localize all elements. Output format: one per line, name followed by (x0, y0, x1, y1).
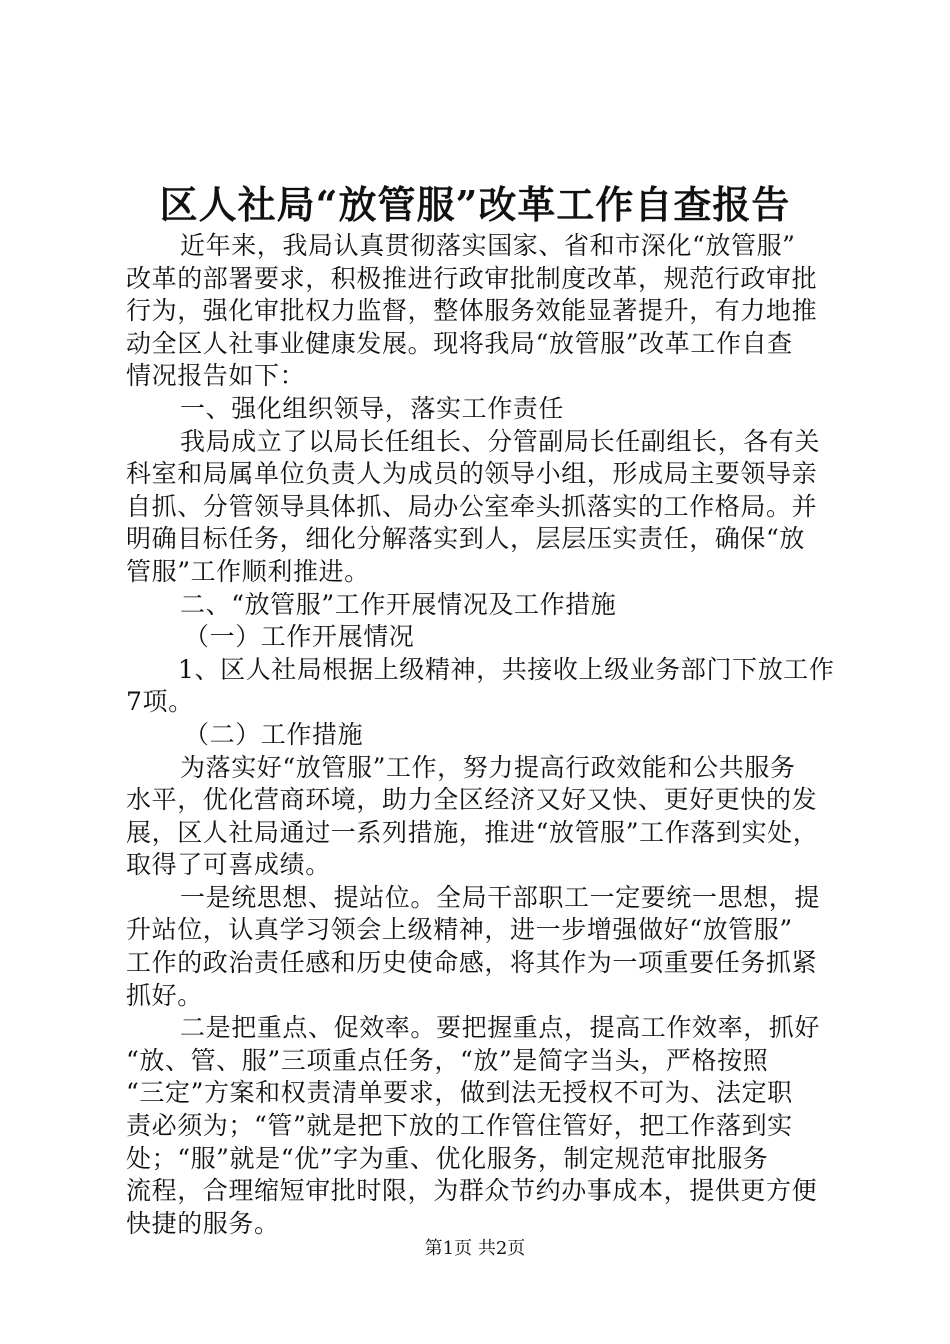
paragraph-line: “三定”方案和权责清单要求，做到法无授权不可为、法定职 (126, 1078, 793, 1108)
paragraph-line: 自抓、分管领导具体抓、局办公室牵头抓落实的工作格局。并 (126, 491, 818, 521)
section-heading: 二、“放管服”工作开展情况及工作措施 (180, 589, 617, 619)
paragraph-line: 水平，优化营商环境，助力全区经济又好又快、更好更快的发 (126, 785, 818, 815)
paragraph-line: 管服”工作顺利推进。 (126, 556, 370, 586)
paragraph-line: 责必须为；“管”就是把下放的工作管住管好，把工作落到实 (126, 1111, 793, 1141)
paragraph-line: 处；“服”就是“优”字为重、优化服务，制定规范审批服务 (126, 1143, 769, 1173)
paragraph-line: 快捷的服务。 (126, 1208, 280, 1238)
paragraph-line: 二是把重点、促效率。要把握重点，提高工作效率，抓好 (180, 1013, 821, 1043)
section-heading: 一、强化组织领导，落实工作责任 (180, 393, 565, 423)
paragraph-line: 抓好。 (126, 980, 203, 1010)
paragraph-line: 改革的部署要求，积极推进行政审批制度改革，规范行政审批 (126, 263, 818, 293)
paragraph-line: 7项。 (126, 687, 194, 717)
paragraph-line: 我局成立了以局长任组长、分管副局长任副组长，各有关 (180, 426, 821, 456)
paragraph-line: 1、区人社局根据上级精神，共接收上级业务部门下放工作 (178, 654, 835, 684)
paragraph-line: 动全区人社事业健康发展。现将我局“放管服”改革工作自查 (126, 328, 793, 358)
paragraph-line: 行为，强化审批权力监督，整体服务效能显著提升，有力地推 (126, 296, 818, 326)
paragraph-line: 情况报告如下： (126, 361, 306, 391)
document-body (126, 230, 836, 1240)
paragraph-line: 科室和局属单位负责人为成员的领导小组，形成局主要领导亲 (126, 459, 818, 489)
paragraph-line: 工作的政治责任感和历史使命感，将其作为一项重要任务抓紧 (126, 948, 818, 978)
paragraph-line: 取得了可喜成绩。 (126, 850, 331, 880)
paragraph-line: 流程，合理缩短审批时限，为群众节约办事成本，提供更方便 (126, 1176, 818, 1206)
paragraph-line: 升站位，认真学习领会上级精神，进一步增强做好“放管服” (126, 915, 793, 945)
paragraph-line: 展，区人社局通过一系列措施，推进“放管服”工作落到实处， (126, 817, 819, 847)
paragraph-line: 近年来，我局认真贯彻落实国家、省和市深化“放管服” (180, 231, 796, 260)
document-title: 区人社局“放管服”改革工作自查报告 (159, 182, 791, 227)
paragraph-line: 明确目标任务，细化分解落实到人，层层压实责任，确保“放 (126, 524, 805, 554)
paragraph-line: 一是统思想、提站位。全局干部职工一定要统一思想，提 (180, 882, 821, 912)
paragraph-line: 为落实好“放管服”工作，努力提高行政效能和公共服务 (180, 752, 796, 782)
page-number-footer: 第1页 共2页 (424, 1238, 526, 1259)
subsection-heading: （二）工作措施 (184, 719, 364, 749)
subsection-heading: （一）工作开展情况 (184, 622, 415, 652)
paragraph-line: “放、管、服”三项重点任务，“放”是简字当头，严格按照 (126, 1045, 769, 1075)
